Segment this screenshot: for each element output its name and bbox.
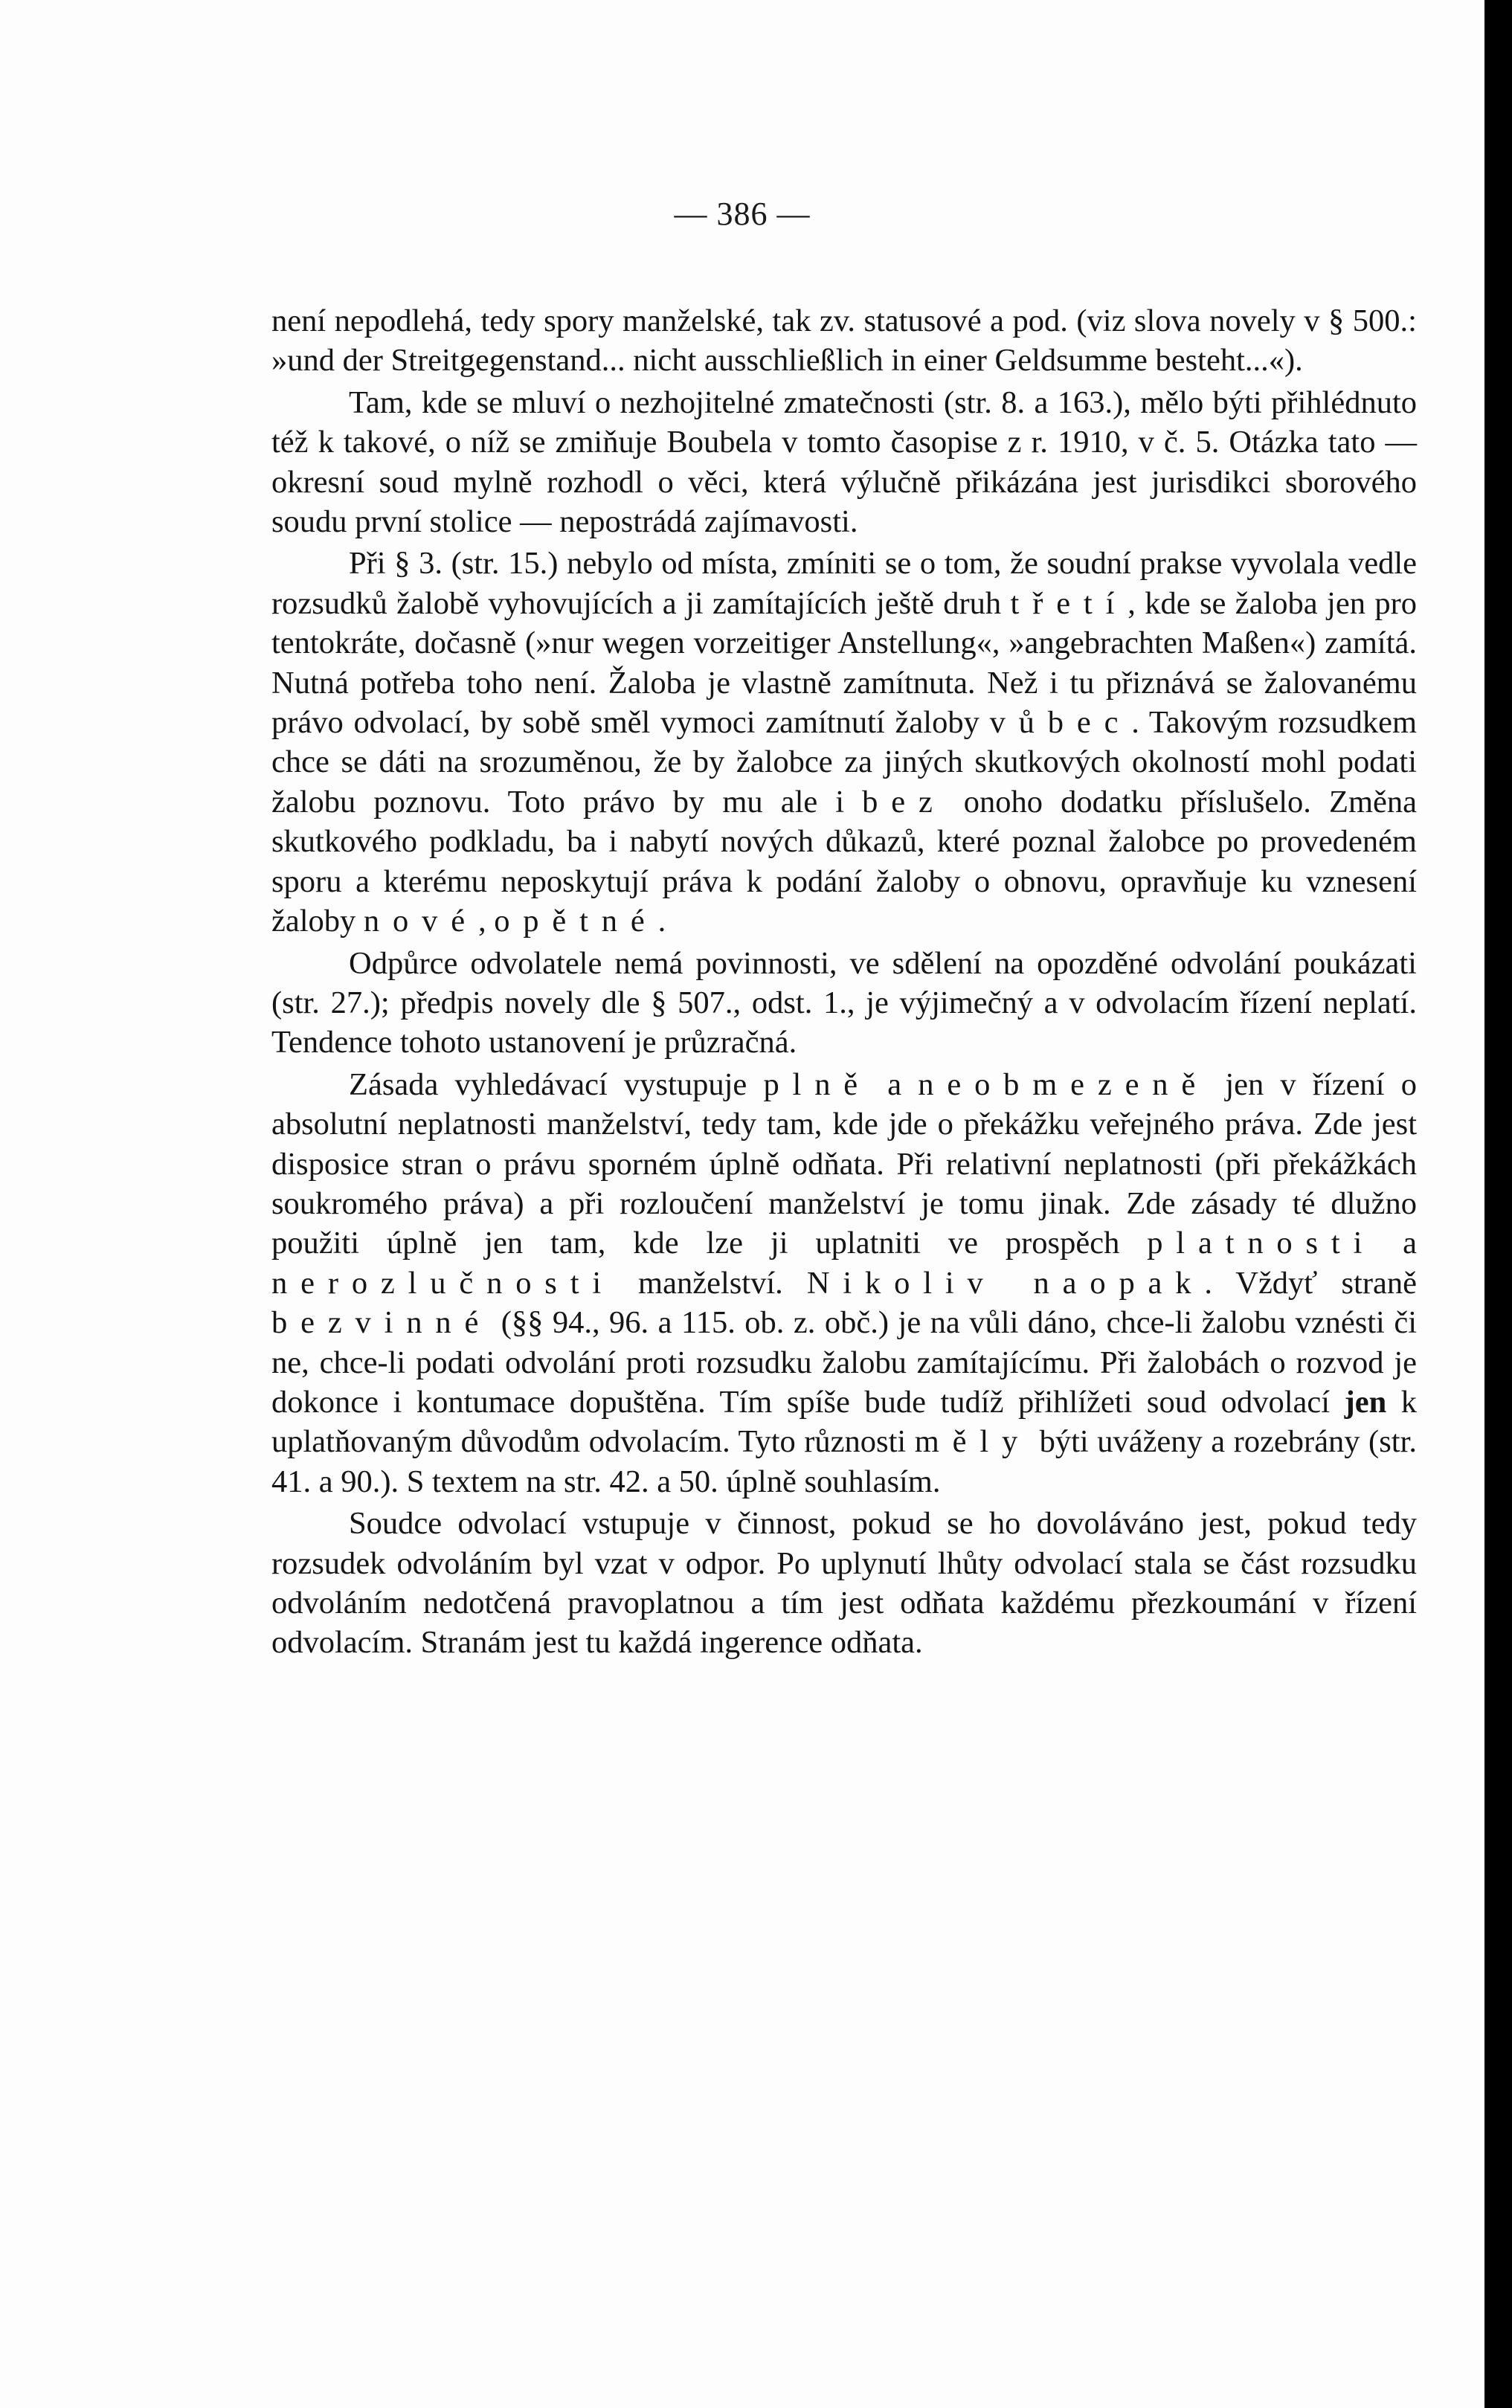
emphasis-bold: jen bbox=[1344, 1384, 1387, 1420]
paragraph-3: Při § 3. (str. 15.) nebylo od místa, zmíniti se o tom, že soudní prakse vyvolala vedle rozsudků žalobě vyhovujících a ji zamítajících ještě druh třetí, kde se žaloba jen pro tentokráte, dočasně (»nur wegen vorzeitiger Anstellung«, »angebrachten Maßen«) zamítá. Nutná potřeba toho není. Žaloba je vlastně zamítnuta. Než i tu přiznává se žalovanému právo odvolací, by sobě směl vymoci zamítnutí žaloby vůbec. Takovým rozsudkem chce se dáti na srozuměnou, že by žalobce za jiných skutkových okolností mohl podati žalobu poznovu. Toto právo by mu ale i bez onoho dodatku příslušelo. Změna skutkového podkladu, ba i nabytí nových důkazů, které poznal žalobce po provedeném sporu a kterému neposkytují práva k podání žaloby o obnovu, opravňuje ku vznesení žaloby nové, opětné. bbox=[271, 546, 1418, 939]
paragraph-5: Zásada vyhledávací vystupuje plně a neobmezeně jen v řízení o absolutní neplatnosti manželství, tedy tam, kde jde o překážku veřejného práva. Zde jest disposice stran o právu sporném úplně odňata. Při relativní neplatnosti (při překážkách soukromého práva) a při rozloučení manželství je tomu jinak. Zde zásady té dlužno použiti úplně jen tam, kde lze ji uplatniti ve prospěch platnosti a nerozlučnosti manželství. Nikoliv naopak. Vždyť straně bezvinné (§§ 94., 96. a 115. ob. z. obč.) je na vůli dáno, chce-li žalobu vznésti či ne, chce-li podati odvolání proti rozsudku žalobu zamítajícímu. Při žalobách o rozvod je dokonce i kontumace dopuštěna. Tím spíše bude tudíž přihlížeti soud odvolací jen k uplatňovaným důvodům odvolacím. Tyto různosti měly býti uváženy a rozebrány (str. 41. a 90.). S textem na str. 42. a 50. úplně souhlasím. bbox=[271, 1066, 1417, 1499]
body-text bbox=[271, 301, 1417, 1665]
paragraph-4: Odpůrce odvolatele nemá povinnosti, ve sdělení na opozděné odvolání poukázati (str. 27.); předpis novely dle § 507., odst. 1., je výjimečný a v odvolacím řízení neplatí. Tendence tohoto ustanovení je průzračná. bbox=[271, 945, 1417, 1060]
paragraph-1: není nepodlehá, tedy spory manželské, tak zv. statusové a pod. (viz slova novely v § 500.: »und der Streitgegenstand... nicht ausschließlich in einer Geldsumme besteht...«). bbox=[271, 303, 1417, 379]
emphasis-spaced: bezvinné bbox=[271, 1305, 492, 1341]
emphasis-spaced: plně bbox=[763, 1066, 872, 1102]
emphasis-spaced: třetí bbox=[1010, 585, 1128, 621]
paragraph-6: Soudce odvolací vstupuje v činnost, pokud se ho dovoláváno jest, pokud tedy rozsudek odvoláním byl vzat v odpor. Po uplynutí lhůty odvolací stala se část rozsudku odvoláním nedotčená pravoplatnou a tím jest odňata každému přezkoumání v řízení odvolacím. Stranám jest tu každá ingerence odňata. bbox=[271, 1506, 1417, 1661]
emphasis-spaced: platnosti bbox=[1147, 1226, 1376, 1261]
paragraph-2: Tam, kde se mluví o nezhojitelné zmatečnosti (str. 8. a 163.), mělo býti přihlédnuto též k takové, o níž se zmiňuje Boubela v tomto časopise z r. 1910, v č. 5. Otázka tato — okresní soud mylně rozhodl o věci, která výlučně přikázána jest jurisdikci sborového soudu první stolice — nepostrádá zajímavosti. bbox=[271, 384, 1417, 540]
emphasis-spaced: opětné bbox=[494, 904, 658, 939]
scan-edge bbox=[1484, 0, 1512, 2408]
emphasis-spaced: neobmezeně bbox=[918, 1066, 1209, 1102]
emphasis-spaced: měly bbox=[914, 1424, 1032, 1460]
emphasis-spaced: vůbec bbox=[989, 705, 1132, 741]
emphasis-spaced: nerozlučnosti bbox=[271, 1265, 615, 1301]
emphasis-spaced: bez bbox=[862, 784, 946, 820]
page-number: — 386 — bbox=[674, 196, 811, 232]
emphasis-spaced: Nikoliv naopak bbox=[806, 1265, 1205, 1301]
emphasis-spaced: nové bbox=[363, 904, 478, 939]
